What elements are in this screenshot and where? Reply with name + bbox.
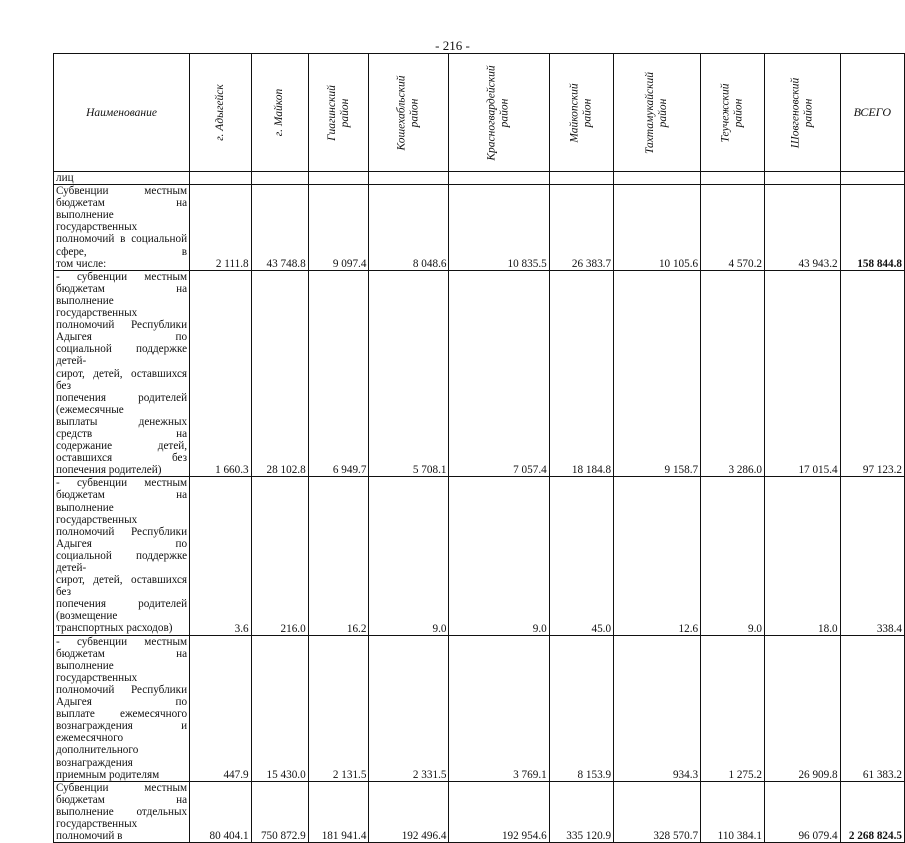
row-value — [449, 172, 549, 185]
row-value: 7 057.4 — [449, 270, 549, 477]
row-name-line: выполнение государственных — [56, 294, 138, 320]
row-value: 2 131.5 — [308, 635, 369, 781]
header-col-label: Тахтамукайский район — [644, 71, 670, 154]
row-name-line: попечения родителей (ежемесячные — [56, 391, 188, 416]
row-name-line: Субвенции местным бюджетам на — [56, 781, 188, 806]
row-value: 328 570.7 — [614, 781, 701, 842]
header-col-label: Шовгеновский район — [789, 77, 815, 148]
header-col-label: Гиагинский район — [325, 84, 351, 141]
row-value: 192 496.4 — [369, 781, 449, 842]
row-value: 3 769.1 — [449, 635, 549, 781]
row-value: 2 111.8 — [190, 185, 252, 271]
row-name — [54, 635, 190, 781]
header-col-1 — [251, 54, 308, 172]
row-value: 9.0 — [369, 477, 449, 635]
row-total: 338.4 — [840, 477, 904, 635]
row-name-line: выплате ежемесячного — [56, 708, 188, 721]
row-name-line: социальной поддержке детей- — [56, 549, 188, 574]
header-total — [840, 54, 904, 172]
row-name-line: полномочий Республики Адыгея по — [56, 683, 188, 709]
row-name-line: - субвенции местным бюджетам на — [56, 477, 188, 502]
budget-table — [53, 53, 905, 843]
header-col-label: Кошехабльский район — [395, 74, 421, 151]
row-name — [54, 172, 190, 185]
row-total: 2 268 824.5 — [840, 781, 904, 842]
row-name-line: приемным родителям — [56, 768, 160, 781]
row-value: 934.3 — [614, 635, 701, 781]
row-name-line: транспортных расходов) — [56, 622, 173, 635]
row-value: 9 158.7 — [614, 270, 701, 477]
row-value: 6 949.7 — [308, 270, 369, 477]
row-value: 192 954.6 — [449, 781, 549, 842]
row-value: 10 835.5 — [449, 185, 549, 271]
row-name-line: выполнение отдельных — [56, 805, 188, 818]
row-value: 181 941.4 — [308, 781, 369, 842]
row-value — [369, 172, 449, 185]
table-body — [54, 172, 905, 843]
row-value: 18 184.8 — [549, 270, 613, 477]
header-col-5 — [549, 54, 613, 172]
row-value: 12.6 — [614, 477, 701, 635]
header-col-label: Майкопский район — [568, 82, 594, 143]
header-total-label: ВСЕГО — [853, 105, 892, 119]
row-value: 9.0 — [701, 477, 765, 635]
row-name-line: государственных полномочий в — [56, 817, 138, 843]
row-value: 447.9 — [190, 635, 252, 781]
header-col-label: г. Майкоп — [273, 88, 286, 137]
row-name-line: дополнительного вознаграждения — [56, 744, 139, 769]
row-value: 45.0 — [549, 477, 613, 635]
row-value — [308, 172, 369, 185]
row-name-line: лиц — [56, 172, 74, 184]
row-value — [701, 172, 765, 185]
row-value — [765, 172, 841, 185]
header-col-8 — [765, 54, 841, 172]
row-name-line: - субвенции местным бюджетам на — [56, 635, 188, 660]
table-row — [54, 172, 905, 185]
row-value: 8 048.6 — [369, 185, 449, 271]
row-value: 80 404.1 — [190, 781, 252, 842]
header-col-3 — [369, 54, 449, 172]
row-value: 2 331.5 — [369, 635, 449, 781]
row-value: 43 748.8 — [251, 185, 308, 271]
row-value: 17 015.4 — [765, 270, 841, 477]
header-col-6 — [614, 54, 701, 172]
row-name-line: попечения родителей) — [56, 464, 162, 477]
row-name-line: содержание детей, оставшихся без — [56, 440, 188, 465]
row-value: 8 153.9 — [549, 635, 613, 781]
row-value — [614, 172, 701, 185]
row-name-line: выполнение государственных — [56, 209, 138, 234]
header-col-0 — [190, 54, 252, 172]
row-value: 3 286.0 — [701, 270, 765, 477]
row-value: 216.0 — [251, 477, 308, 635]
row-total: 158 844.8 — [840, 185, 904, 271]
row-name — [54, 270, 190, 477]
row-total: 97 123.2 — [840, 270, 904, 477]
table-row — [54, 270, 905, 477]
header-col-7 — [701, 54, 765, 172]
row-value: 9.0 — [449, 477, 549, 635]
row-name-line: полномочий в социальной сфере, в — [56, 233, 188, 258]
row-value — [251, 172, 308, 185]
row-name-line: полномочий Республики Адыгея по — [56, 319, 188, 344]
header-row — [54, 54, 905, 172]
header-col-label: Красногвардейский район — [486, 64, 512, 161]
row-value: 9 097.4 — [308, 185, 369, 271]
row-value — [190, 172, 252, 185]
row-value — [549, 172, 613, 185]
row-value: 96 079.4 — [765, 781, 841, 842]
row-name — [54, 477, 190, 635]
row-value: 1 275.2 — [701, 635, 765, 781]
row-name-line: сирот, детей, оставшихся без — [56, 574, 188, 599]
row-value: 26 909.8 — [765, 635, 841, 781]
row-value: 16.2 — [308, 477, 369, 635]
row-name — [54, 185, 190, 271]
row-total: 61 383.2 — [840, 635, 904, 781]
row-value: 43 943.2 — [765, 185, 841, 271]
table-row — [54, 781, 905, 842]
row-value: 15 430.0 — [251, 635, 308, 781]
row-name-line: сирот, детей, оставшихся без — [56, 367, 188, 392]
row-total — [840, 172, 904, 185]
row-value: 3.6 — [190, 477, 252, 635]
header-col-label: Теучежский район — [719, 83, 745, 142]
header-name-cell — [54, 54, 190, 172]
row-value: 10 105.6 — [614, 185, 701, 271]
row-value: 335 120.9 — [549, 781, 613, 842]
row-name-line: том числе: — [56, 257, 107, 270]
row-value: 28 102.8 — [251, 270, 308, 477]
row-name-line: Субвенции местным бюджетам на — [56, 185, 188, 210]
row-name-line: выплаты денежных средств на — [56, 415, 188, 440]
row-name-line: полномочий Республики Адыгея по — [56, 525, 188, 550]
row-value: 1 660.3 — [190, 270, 252, 477]
row-value: 750 872.9 — [251, 781, 308, 842]
table-row — [54, 185, 905, 271]
row-name — [54, 781, 190, 842]
row-value: 4 570.2 — [701, 185, 765, 271]
row-name-line: вознаграждения и ежемесячного — [56, 720, 188, 745]
header-col-4 — [449, 54, 549, 172]
header-col-label: г. Адыгейск — [213, 84, 226, 141]
header-col-2 — [308, 54, 369, 172]
row-value: 26 383.7 — [549, 185, 613, 271]
page-number: - 216 - — [435, 38, 470, 53]
table-row — [54, 477, 905, 635]
row-value: 110 384.1 — [701, 781, 765, 842]
row-value: 5 708.1 — [369, 270, 449, 477]
row-name-line: выполнение государственных — [56, 659, 138, 684]
row-name-line: социальной поддержке детей- — [56, 343, 188, 368]
row-value: 18.0 — [765, 477, 841, 635]
table-row — [54, 635, 905, 781]
row-name-line: выполнение государственных — [56, 501, 138, 526]
header-name: Наименование — [86, 106, 157, 119]
row-name-line: - субвенции местным бюджетам на — [56, 270, 188, 295]
row-name-line: попечения родителей (возмещение — [56, 598, 188, 623]
